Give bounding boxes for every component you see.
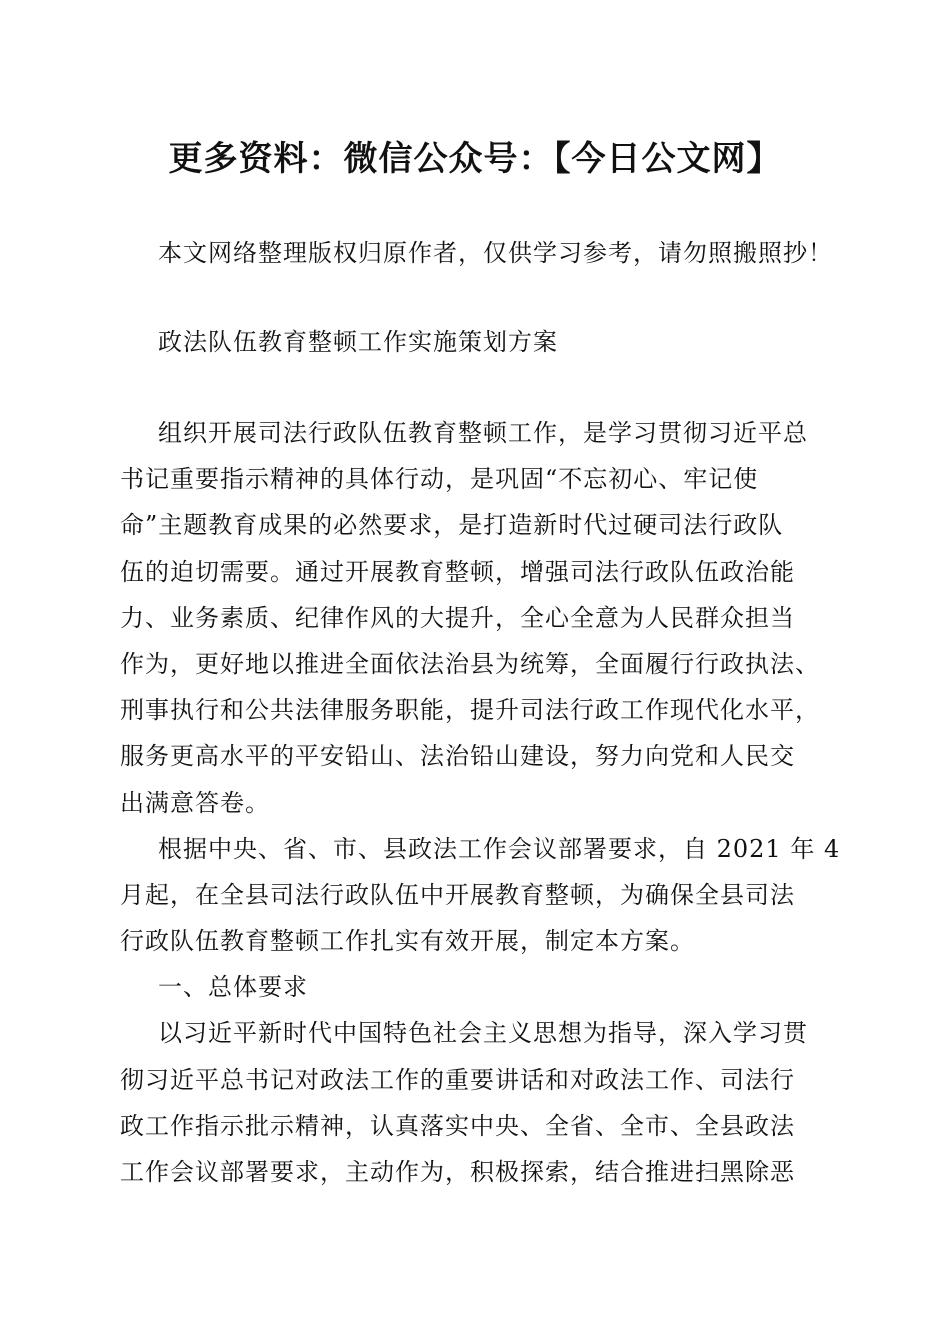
body-line: 月起，在全县司法行政队伍中开展教育整顿，为确保全县司法 [120,880,795,909]
body-line: 命”主题教育成果的必然要求，是打造新时代过硬司法行政队 [120,511,784,540]
body-text [120,410,840,1195]
header-title: 更多资料：微信公众号：【今日公文网】 [168,139,782,179]
body-line: 作为，更好地以推进全面依法治县为统筹，全面履行行政执法、 [120,649,820,678]
body-line: 政工作指示批示精神，认真落实中央、全省、全市、全县政法 [120,1111,795,1140]
body-line: 以习近平新时代中国特色社会主义思想为指导，深入学习贯 [158,1019,808,1048]
body-line: 书记重要指示精神的具体行动，是巩固“不忘初心、牢记使 [120,465,759,494]
body-line: 工作会议部署要求，主动作为，积极探索，结合推进扫黑除恶 [120,1158,795,1186]
body-line: 组织开展司法行政队伍教育整顿工作，是学习贯彻习近平总 [158,419,808,447]
section-heading: 一、总体要求 [158,973,308,1002]
body-line: 服务更高水平的平安铅山、法治铅山建设，努力向党和人民交 [120,742,795,771]
body-line: 出满意答卷。 [120,788,270,817]
document-title: 政法队伍教育整顿工作实施策划方案 [158,328,558,356]
body-line: 行政队伍教育整顿工作扎实有效开展，制定本方案。 [120,927,695,956]
copyright-notice: 本文网络整理版权归原作者，仅供学习参考，请勿照搬照抄！ [158,239,833,267]
body-line: 伍的迫切需要。通过开展教育整顿，增强司法行政队伍政治能 [120,557,795,586]
body-line: 根据中央、省、市、县政法工作会议部署要求，自 2021 年 4 [158,834,841,863]
body-line: 刑事执行和公共法律服务职能，提升司法行政工作现代化水平， [120,696,820,725]
body-line: 彻习近平总书记对政法工作的重要讲话和对政法工作、司法行 [120,1065,795,1094]
body-line: 力、业务素质、纪律作风的大提升，全心全意为人民群众担当 [120,603,795,632]
